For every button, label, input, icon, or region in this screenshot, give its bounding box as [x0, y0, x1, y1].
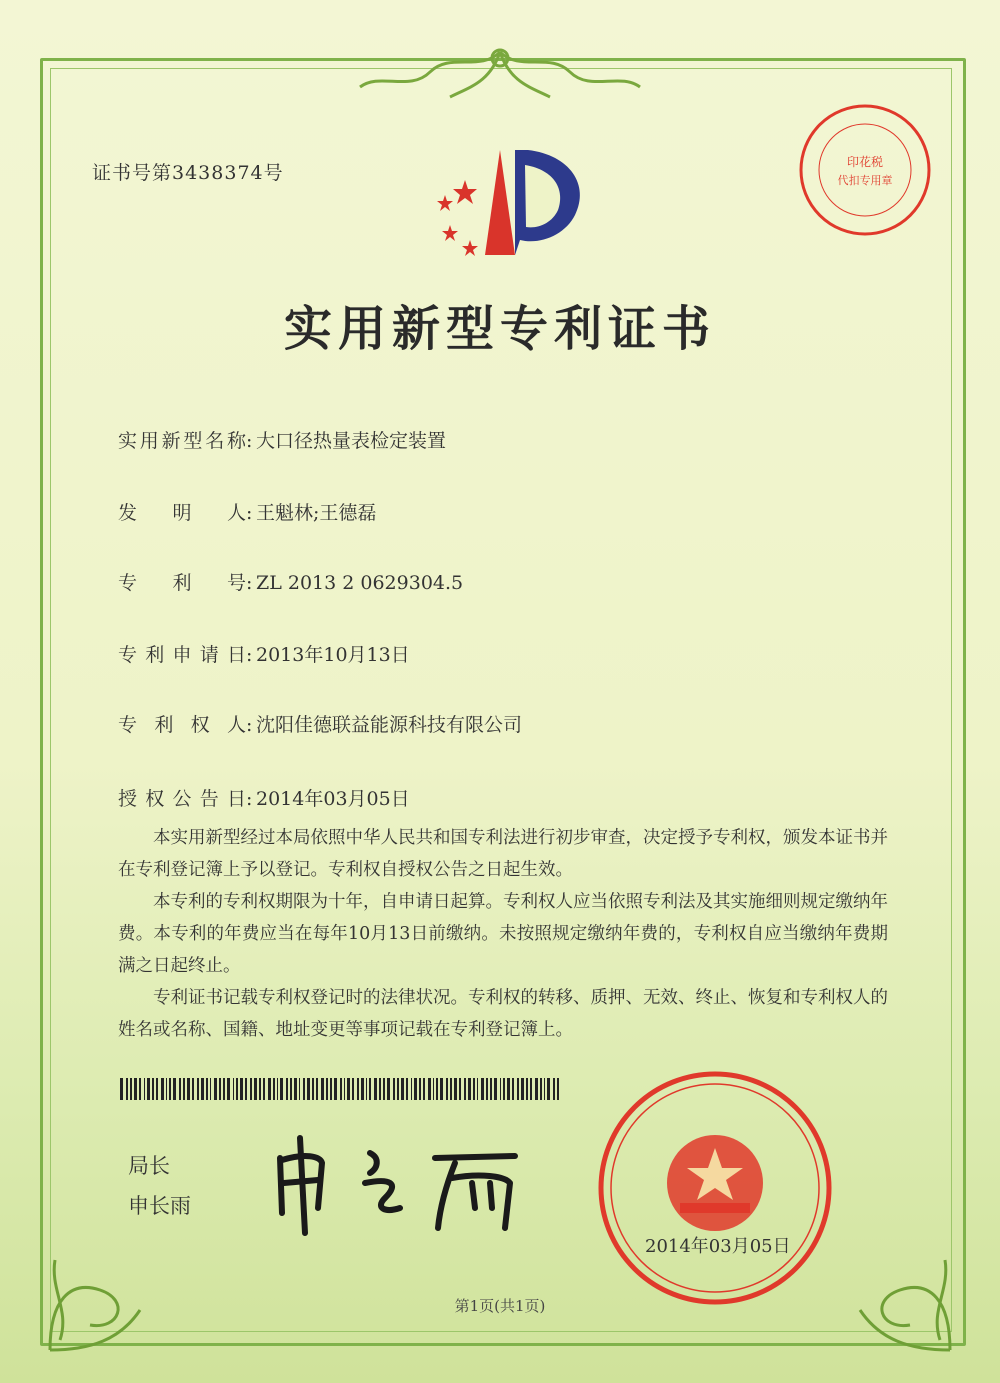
barcode-bar	[500, 1078, 501, 1100]
barcode-bar	[357, 1078, 359, 1100]
barcode-bar	[233, 1078, 234, 1100]
paragraph: 本实用新型经过本局依照中华人民共和国专利法进行初步审查，决定授予专利权，颁发本证书并在专利登记簿上予以登记。专利权自授权公告之日起生效。	[118, 828, 888, 880]
barcode-bar	[481, 1078, 484, 1100]
field-label: 实用新型名称	[118, 430, 246, 452]
field-label: 专利权人	[118, 714, 246, 736]
barcode-bar	[210, 1078, 211, 1100]
barcode-bar	[126, 1078, 128, 1100]
barcode-bar	[166, 1078, 167, 1100]
barcode-bar	[347, 1078, 350, 1100]
barcode-bar	[268, 1078, 271, 1100]
barcode-bar	[120, 1078, 123, 1100]
certificate-number: 证书号第3438374号	[92, 162, 284, 184]
barcode-bar	[423, 1078, 425, 1100]
barcode-bar	[134, 1078, 137, 1100]
barcode-bar	[374, 1078, 377, 1100]
tax-stamp	[795, 100, 935, 240]
barcode-bar	[411, 1078, 412, 1100]
field-value: 2013年10月13日	[256, 644, 410, 666]
barcode-bar	[219, 1078, 221, 1100]
barcode-bar	[294, 1078, 297, 1100]
barcode-bar	[169, 1078, 171, 1100]
barcode-bar	[433, 1078, 434, 1100]
barcode-bar	[173, 1078, 176, 1100]
barcode-bar	[245, 1078, 247, 1100]
barcode-bar	[436, 1078, 438, 1100]
barcode-bar	[369, 1078, 371, 1100]
barcode-bar	[352, 1078, 354, 1100]
barcode-bar	[530, 1078, 532, 1100]
barcode-bar	[152, 1078, 154, 1100]
barcode-bar	[206, 1078, 208, 1100]
barcode-bar	[477, 1078, 478, 1100]
field-inventor: 发明人: 王魁林;王德磊	[118, 498, 376, 525]
barcode-bar	[454, 1078, 457, 1100]
barcode-bar	[187, 1078, 190, 1100]
barcode-bar	[553, 1078, 555, 1100]
barcode-bar	[161, 1078, 164, 1100]
bottom-right-ornament	[830, 1200, 970, 1360]
paragraph: 专利证书记载专利权登记时的法律状况。专利权的转移、质押、无效、终止、恢复和专利权人的姓名或名称、国籍、地址变更等事项记载在专利登记簿上。	[118, 988, 888, 1040]
bottom-left-ornament	[30, 1200, 170, 1360]
barcode-bar	[316, 1078, 318, 1100]
barcode-bar	[446, 1078, 448, 1100]
barcode-bar	[130, 1078, 132, 1100]
barcode-bar	[544, 1078, 545, 1100]
barcode-bar	[303, 1078, 305, 1100]
svg-text:印花税: 印花税	[846, 155, 884, 169]
barcode-bar	[139, 1078, 141, 1100]
barcode-bar	[517, 1078, 519, 1100]
barcode-bar	[464, 1078, 466, 1100]
field-value: 2014年03月05日	[256, 788, 410, 810]
field-patent-number: 专利号: ZL 2013 2 0629304.5	[118, 568, 463, 595]
barcode-bar	[526, 1078, 528, 1100]
barcode-bar	[387, 1078, 390, 1100]
field-grant-date: 授权公告日: 2014年03月05日	[118, 784, 410, 811]
barcode-bar	[419, 1078, 421, 1100]
barcode-bar	[459, 1078, 461, 1100]
field-value: 大口径热量表检定装置	[256, 430, 447, 452]
barcode-bar	[440, 1078, 443, 1100]
barcode-bar	[223, 1078, 225, 1100]
barcode-bar	[263, 1078, 265, 1100]
barcode-bar	[540, 1078, 542, 1100]
barcode-bar	[344, 1078, 345, 1100]
barcode-bar	[280, 1078, 283, 1100]
director-name: 申长雨	[128, 1194, 191, 1218]
barcode-bar	[486, 1078, 488, 1100]
barcode-bar	[547, 1078, 550, 1100]
barcode-bar	[383, 1078, 385, 1100]
barcode-bar	[286, 1078, 288, 1100]
paragraph: 本专利的专利权期限为十年，自申请日起算。专利权人应当依照专利法及其实施细则规定缴纳年费。本专利的年费应当在每年10月13日前缴纳。未按照规定缴纳年费的，专利权自应当缴纳年费期满之日起终止。	[118, 892, 888, 976]
official-seal	[595, 1068, 835, 1308]
barcode-bar	[179, 1078, 181, 1100]
field-value: ZL 2013 2 0629304.5	[256, 572, 464, 594]
barcode-bar	[428, 1078, 431, 1100]
barcode-bar	[299, 1078, 300, 1100]
barcode-bar	[197, 1078, 199, 1100]
barcode-bar	[450, 1078, 452, 1100]
field-application-date: 专利申请日: 2013年10月13日	[118, 640, 410, 667]
barcode-bar	[379, 1078, 381, 1100]
field-value: 王魁林;王德磊	[256, 502, 377, 524]
barcode-bar	[468, 1078, 471, 1100]
barcode-bar	[259, 1078, 261, 1100]
barcode-bar	[521, 1078, 524, 1100]
barcode-bar	[307, 1078, 310, 1100]
barcode-bar	[156, 1078, 158, 1100]
barcode-bar	[503, 1078, 505, 1100]
field-utility-model-name: 实用新型名称: 大口径热量表检定装置	[118, 426, 446, 453]
barcode-bar	[183, 1078, 185, 1100]
barcode-bar	[507, 1078, 510, 1100]
field-label: 授权公告日	[118, 788, 246, 810]
top-ornament	[330, 42, 670, 112]
field-label: 专利申请日	[118, 644, 246, 666]
barcode-bar	[147, 1078, 150, 1100]
seal-date: 2014年03月05日	[645, 1236, 791, 1257]
field-label: 专利号	[118, 572, 246, 594]
page-number: 第1页(共1页)	[454, 1297, 546, 1315]
barcode-bar	[414, 1078, 417, 1100]
barcode-bar	[321, 1078, 324, 1100]
patent-office-logo	[420, 145, 590, 265]
barcode-bar	[273, 1078, 275, 1100]
barcode-bar	[473, 1078, 475, 1100]
barcode-bar	[254, 1078, 257, 1100]
barcode-bar	[393, 1078, 395, 1100]
barcode	[120, 1078, 560, 1100]
certificate-body	[118, 822, 888, 1046]
barcode-bar	[535, 1078, 538, 1100]
barcode-bar	[366, 1078, 367, 1100]
barcode-bar	[490, 1078, 492, 1100]
barcode-bar	[512, 1078, 514, 1100]
barcode-bar	[397, 1078, 399, 1100]
barcode-bar	[557, 1078, 559, 1100]
page-title: 实用新型专利证书	[283, 301, 716, 357]
barcode-bar	[290, 1078, 292, 1100]
barcode-bar	[240, 1078, 243, 1100]
director-signature	[260, 1128, 540, 1238]
barcode-bar	[236, 1078, 238, 1100]
barcode-bar	[340, 1078, 342, 1100]
barcode-bar	[312, 1078, 314, 1100]
field-value: 沈阳佳德联益能源科技有限公司	[256, 714, 523, 736]
svg-text:代扣专用章: 代扣专用章	[837, 174, 893, 187]
barcode-bar	[227, 1078, 230, 1100]
barcode-bar	[361, 1078, 364, 1100]
barcode-bar	[201, 1078, 204, 1100]
barcode-bar	[250, 1078, 252, 1100]
barcode-bar	[192, 1078, 194, 1100]
director-title: 局长	[128, 1154, 170, 1178]
barcode-bar	[401, 1078, 404, 1100]
barcode-bar	[494, 1078, 497, 1100]
barcode-bar	[334, 1078, 337, 1100]
barcode-bar	[144, 1078, 145, 1100]
barcode-bar	[277, 1078, 278, 1100]
barcode-bar	[406, 1078, 408, 1100]
field-label: 发明人	[118, 502, 246, 524]
barcode-bar	[214, 1078, 217, 1100]
barcode-bar	[326, 1078, 328, 1100]
field-patentee: 专利权人: 沈阳佳德联益能源科技有限公司	[118, 710, 522, 737]
barcode-bar	[330, 1078, 332, 1100]
